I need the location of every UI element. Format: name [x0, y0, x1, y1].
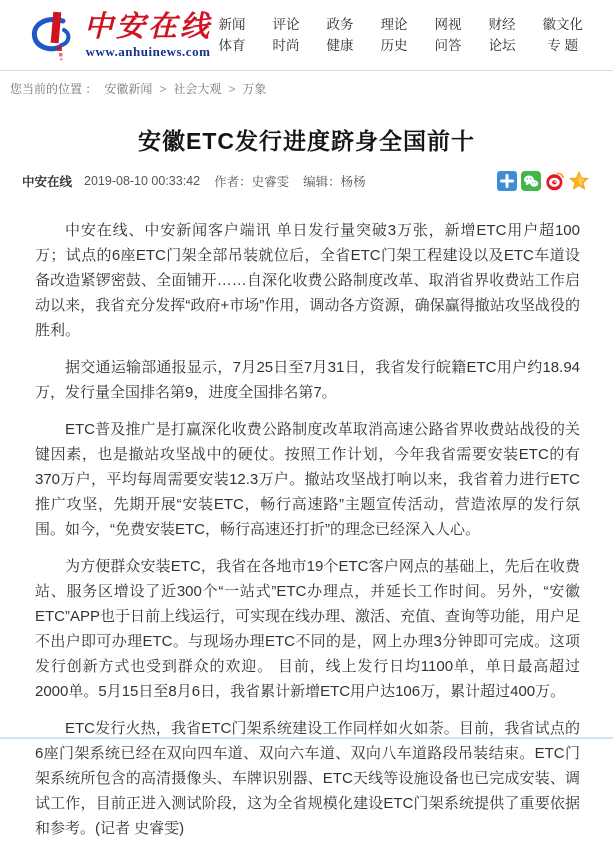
- article-source: 中安在线: [22, 175, 73, 189]
- nav-item-finance[interactable]: 财经: [488, 16, 516, 32]
- nav-column: [435, 18, 462, 53]
- article-paragraph: 为方便群众安装ETC，我省在各地市19个ETC客户网点的基础上，先后在收费站、服务区增设了近300个“一站式”ETC办理点，并延长工作时间。另外，“安徽ETC”APP也于日前上线运行，可实现在线办理、激活、充值、查询等功能，用户足不出户即可办理ETC。与现场办理ETC不同的是，网上办理3分钟即可完成。这项发行创新方式也受到群众的欢迎。 目前，线上发行日均1100单，单日最高超过2000单。5月15日至8月6日，我省累计新增ETC用户达106万，累计超过400万。: [35, 558, 581, 700]
- nav-item-sports[interactable]: 体育: [218, 38, 246, 53]
- site-header: [0, 0, 613, 70]
- nav-column: [219, 18, 246, 53]
- article-paragraph: 中安在线、中安新闻客户端讯 单日发行量突破3万张，新增ETC用户超100万；试点的6座ETC门架全部吊装就位后，全省ETC门架工程建设以及ETC车道设备改造紧锣密鼓、全面铺开……自深化收费公路制度改革、取消省界收费站工作启动以来，我省充分发挥“政府+市场”作用，调动各方资源，确保赢得撤站攻坚战役的胜利。: [35, 222, 580, 339]
- share-more-icon[interactable]: [497, 171, 517, 191]
- page-title: 安徽ETC发行进度跻身全国前十: [138, 128, 475, 154]
- nav-item-special[interactable]: 专 题: [547, 38, 579, 53]
- nav-item-health[interactable]: 健康: [326, 38, 354, 53]
- article-paragraph: 据交通运输部通报显示，7月25日至7月31日，我省发行皖籍ETC用户约18.94万，发行量全国排名第9，进度全国排名第7。: [35, 359, 580, 401]
- article-editor: 编辑：杨杨: [303, 175, 366, 189]
- breadcrumb-separator: >: [159, 81, 167, 96]
- nav-item-news[interactable]: 新闻: [218, 16, 246, 32]
- breadcrumb-prefix: 您当前的位置 ：: [10, 82, 98, 96]
- page-bottom-divider: [0, 737, 613, 743]
- nav-column: [489, 18, 516, 53]
- nav-column: [327, 18, 354, 53]
- nav-item-history[interactable]: 历史: [380, 38, 408, 53]
- main-nav: [219, 18, 600, 53]
- weibo-share-icon[interactable]: [545, 171, 565, 191]
- site-logo[interactable]: [30, 9, 212, 61]
- nav-item-comment[interactable]: 评论: [272, 16, 300, 32]
- nav-item-forum[interactable]: 论坛: [488, 38, 516, 53]
- article-paragraph: ETC发行火热，我省ETC门架系统建设工作同样如火如荼。目前，我省试点的6座门架系统已经在双向四车道、双向六车道、双向八车道路段吊装结束。ETC门架系统所包含的高清摄像头、车牌识别器、ETC天线等设施设备也已完成安装、调试工作，目前正进入测试阶段，这为全省规模化建设ETC门架系统提供了重要依据和参考。(记者 史睿雯): [35, 720, 580, 837]
- article-body: [0, 191, 613, 841]
- breadcrumb-separator: >: [228, 81, 236, 96]
- nav-column: [381, 18, 408, 53]
- share-bar: [497, 171, 589, 191]
- nav-item-theory[interactable]: 理论: [380, 16, 408, 32]
- nav-item-government[interactable]: 政务: [326, 16, 354, 32]
- nav-column: [273, 18, 300, 53]
- breadcrumb: [0, 70, 613, 105]
- nav-item-qa[interactable]: 问答: [434, 38, 462, 53]
- favorite-star-icon[interactable]: [569, 171, 589, 191]
- wechat-share-icon[interactable]: [521, 171, 541, 191]
- nav-item-video[interactable]: 网视: [434, 16, 462, 32]
- article-paragraph: ETC普及推广是打赢深化收费公路制度改革取消高速公路省界收费站战役的关键因素，也是撤站攻坚战中的硬仗。按照工作计划，今年我省需要安装ETC的有370万户，平均每周需要安装12.3万户。撤站攻坚战打响以来，我省着力进行ETC推广攻坚，先期开展“安装ETC，畅行高速路”主题宣传活动，营造浓厚的发行氛围。如今，“免费安装ETC，畅行高速还打折”的理念已经深入人心。: [35, 421, 580, 538]
- article-author: 作者：史睿雯: [214, 175, 290, 189]
- nav-item-hui-culture[interactable]: 徽文化: [542, 16, 583, 32]
- breadcrumb-item-society[interactable]: 社会大观: [173, 82, 222, 96]
- article-datetime: 2019-08-10 00:33:42: [84, 174, 201, 188]
- breadcrumb-item-anhui-news[interactable]: 安徽新闻: [104, 82, 153, 96]
- site-url: www.anhuinews.com: [85, 43, 211, 59]
- nav-column: [543, 18, 584, 53]
- logo-swirl-icon: [30, 9, 80, 61]
- breadcrumb-item-wanxiang[interactable]: 万象: [242, 82, 267, 96]
- nav-item-fashion[interactable]: 时尚: [272, 38, 300, 53]
- article-meta: [0, 171, 613, 191]
- site-name: 中安在线: [84, 10, 213, 43]
